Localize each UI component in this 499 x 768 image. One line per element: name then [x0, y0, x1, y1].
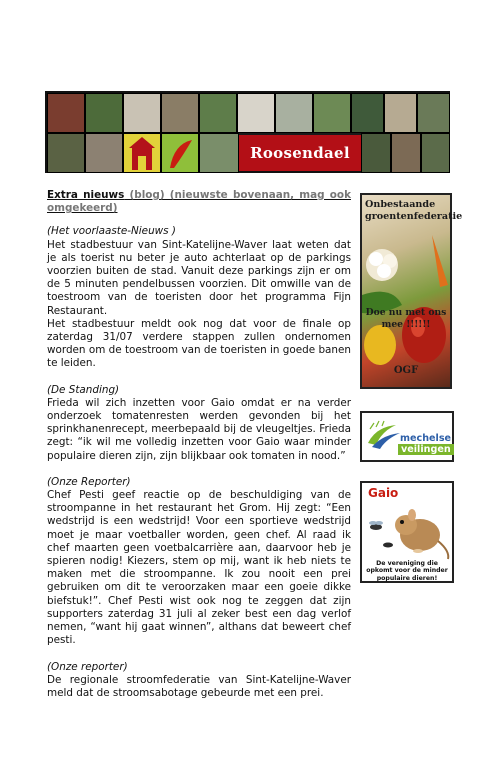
photo-tile: [199, 93, 237, 133]
news-article: [47, 189, 351, 700]
header-banner: [45, 91, 450, 173]
news-paragraph: Chef Pesti geef reactie op de beschuldiging van de stroompanne in het restaurant het Grom. Hij zegt: “Een wedstrijd is een wedstrijd! Voor een sportieve wedstrijd moet je maar voetballer worden, geen chef. Al raad ik chef maarten geen voetbalcarrière aan, daarvoor heb je spieren nodig! Kiezers, stem op mij, want ik heb niets te maken met die stroompanne. Ik zou nooit een prei gebruiken om dit te veroorzaken maar een goeie dikke biefstuk!”. Chef Pesti wist ook nog te zeggen dat zijn supporters zaterdag 31 juli al zeker best een dag verlof nemen, “want hij gaat winnen”, althans dat beweert chef pesti.: [47, 489, 351, 647]
photo-tile: [421, 133, 450, 173]
photo-tile: [199, 133, 239, 173]
swoosh-logo-icon: [366, 421, 402, 451]
vegetables-icon: [362, 195, 463, 387]
ad-word-mechelse: mechelse: [400, 433, 452, 444]
news-source: (Onze Reporter): [47, 475, 131, 488]
news-paragraph: Het stadbestuur meldt ook nog dat voor de finale op zaterdag 31/07 verdere stappen zullen ondernomen worden om de toestroom van de toeristen in goede banen te leiden.: [47, 317, 351, 370]
mechelse-veilingen-ad[interactable]: [360, 411, 454, 462]
ad-word-veilingen: veilingen: [398, 444, 454, 455]
gaio-ad[interactable]: [360, 481, 454, 583]
photo-tile: [417, 93, 450, 133]
news-paragraph: Het stadbestuur van Sint-Katelijne-Waver laat weten dat je als toerist nu beter je auto achterlaat op de parkings voorzien buiten de stad. Vanuit deze parkings zijn er om de 5 minuten pendelbussen voorzien. Dit omwille van de toestroom van de toeristen door het programma Fijn Restaurant.: [47, 238, 351, 317]
news-source: (Onze reporter): [47, 660, 128, 673]
photo-tile: [161, 93, 199, 133]
photo-tile: [351, 93, 384, 133]
ad-title: Gaio: [368, 486, 399, 500]
photo-tile: [275, 93, 313, 133]
photo-tile: [313, 93, 351, 133]
photo-tile: [85, 133, 123, 173]
headline-main: Extra nieuws: [47, 189, 125, 201]
news-source: (Het voorlaaste-Nieuws ): [47, 225, 176, 238]
vegetable-federation-ad[interactable]: [360, 193, 463, 389]
photo-tile: [361, 133, 391, 173]
headline-sub: (blog) (nieuwste bovenaan, mag ook omgekeerd): [47, 189, 351, 215]
news-paragraph: De regionale stroomfederatie van Sint-Katelijne-Waver meld dat de stroomsabotage gebeurde met een prei.: [47, 673, 351, 699]
photo-tile: [384, 93, 417, 133]
banner-title: Roosendael: [239, 135, 361, 171]
news-headline: [47, 189, 351, 215]
photo-tile: [161, 133, 199, 173]
news-paragraph: Frieda wil zich inzetten voor Gaio omdat er na verder onderzoek tomatenresten werden gevonden bij het sprinkhanenrecept, meerbepaald bij de vleugeltjes. Frieda zegt: “ik wil me volledig inzetten voor Gaio waar minder populaire dieren zijn, zijn blijkbaar ook tomaten in nood.”: [47, 396, 351, 462]
photo-tile: [391, 133, 421, 173]
photo-tile: [237, 93, 275, 133]
ad-title: Onbestaande groentenfederatie: [365, 199, 463, 222]
gerbil-icon: [362, 491, 452, 561]
leaf-icon: [162, 134, 198, 172]
photo-tile: [85, 93, 123, 133]
ad-slogan: De vereniging die opkomt voor de minder populaire dieren!: [366, 560, 448, 582]
news-source: (De Standing): [47, 383, 120, 396]
ad-call-to-action: Doe nu met ons mee !!!!!!: [365, 307, 447, 330]
photo-tile: [47, 93, 85, 133]
gate-icon: [124, 134, 160, 172]
photo-tile: [123, 93, 161, 133]
ad-abbreviation: OGF: [393, 365, 419, 376]
photo-tile: [123, 133, 161, 173]
photo-tile: [47, 133, 85, 173]
